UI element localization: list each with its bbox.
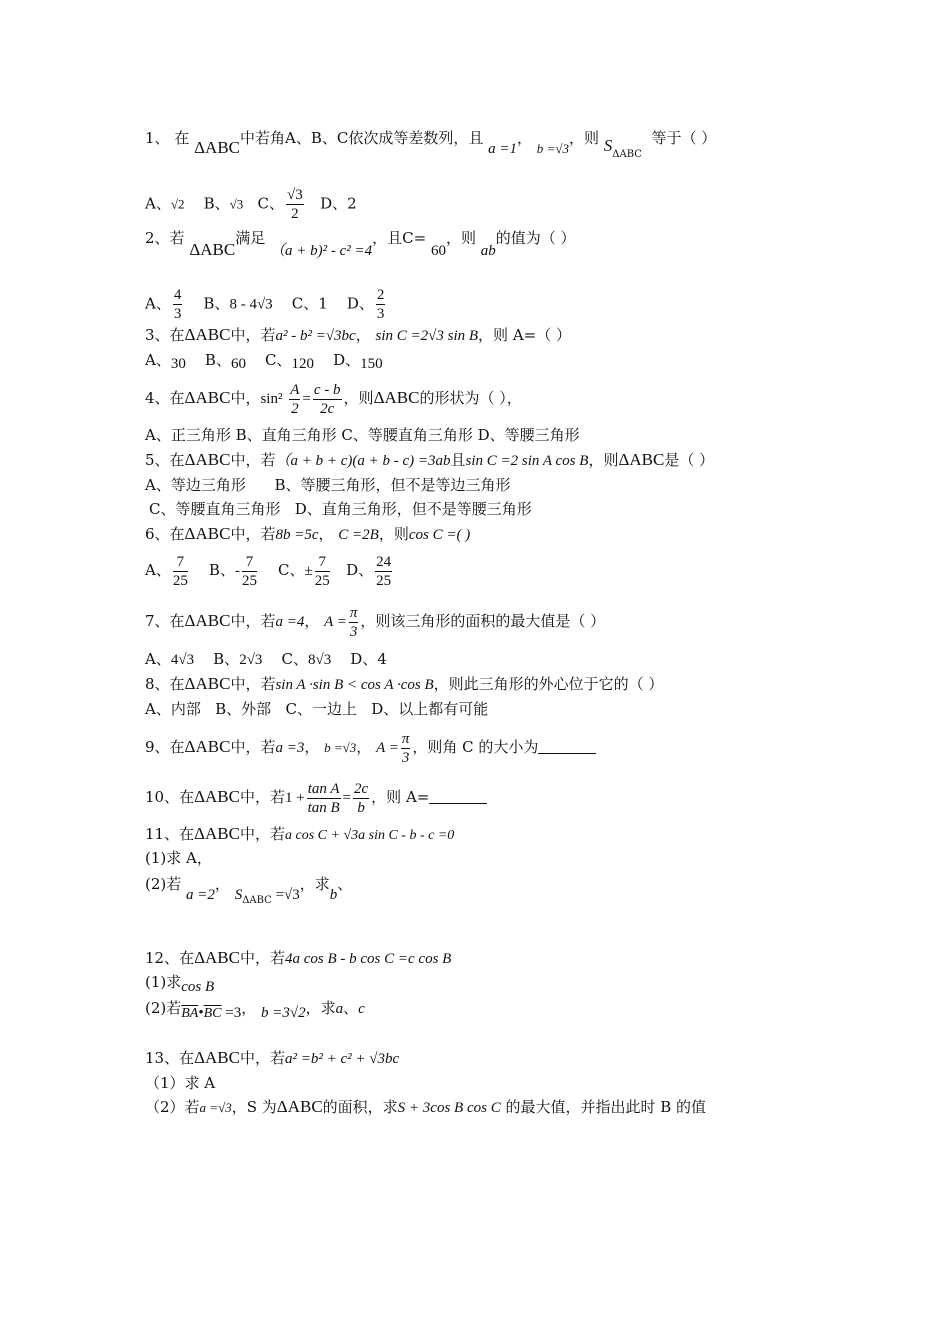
q6-val-a-num: 7 (173, 553, 188, 572)
q1-opt-d: D、2 (320, 194, 357, 213)
q1-val-c-num: √3 (287, 187, 303, 203)
q9-frac-num: π (401, 730, 410, 747)
q7-opt-a: A、 (145, 650, 171, 668)
q2-text2: ，且C= (372, 229, 427, 247)
q7-expr1: a =4 (275, 614, 305, 630)
q3-expr2: sin C =2√3 sin B (375, 328, 479, 344)
q11-b: b (329, 887, 338, 903)
q11-end: 、 (337, 875, 353, 893)
q11-text2: ，求 (299, 875, 330, 893)
q9-frac-den: 3 (401, 749, 410, 766)
q6-val-c-sign: ± (304, 563, 313, 579)
q6-line: 6、在ΔABC中，若8b =5c， C =2B，则cos C =( ) (145, 524, 471, 543)
q7-opt-d: D、4 (350, 650, 387, 668)
q7-val-a: 4√3 (170, 652, 195, 668)
q13-part1: （1）求 A (145, 1074, 216, 1092)
q10-frac2-num: 2c (354, 780, 369, 797)
q6-text2: ，则 (378, 525, 409, 543)
q13-part2 (145, 1097, 706, 1118)
q7-opt-b: B、 (213, 650, 240, 668)
q5-line (145, 450, 714, 471)
q9-text1: 中，若 (230, 738, 276, 756)
q4-frac1-den: 2 (291, 400, 299, 417)
q3-options (145, 350, 383, 371)
q1-at: 在 (174, 129, 190, 147)
q1-options (145, 186, 357, 223)
q3-expr1: a² - b² =√3bc (275, 328, 356, 344)
q10-frac1-den: tan B (307, 799, 340, 816)
q7-frac (349, 604, 359, 641)
q3-val-a: 30 (170, 356, 186, 372)
q11-expr: a cos C + √3a sin C - b - c =0 (285, 828, 455, 843)
q3-opt-b: B、 (204, 351, 231, 369)
q8-triangle: ΔABC (184, 674, 231, 693)
q11-part1: (1)求 A， (145, 849, 212, 867)
q4-options: A、正三角形 B、直角三角形 C、等腰直角三角形 D、等腰三角形 (145, 426, 580, 444)
q2-text1: 满足 (235, 229, 266, 247)
q1-area-sub: ΔABC (612, 149, 642, 160)
q9-number: 9、在 (145, 738, 185, 756)
q6-opt-b: B、 (208, 561, 235, 579)
q9-expr2: b =√3 (324, 740, 357, 755)
q5-expr2: sin C =2 sin A cos B (465, 453, 589, 469)
q5-number: 5、在 (145, 451, 185, 469)
q8-options: A、内部 B、外部 C、一边上 D、以上都有可能 (145, 700, 489, 718)
q4-eq: = (302, 391, 311, 407)
q4-frac1 (289, 381, 300, 418)
q12-line (145, 948, 451, 969)
q13-cond: a =√3 (199, 1100, 232, 1115)
q2-val-b: 8 - 4√3 (229, 296, 273, 313)
q9-triangle: ΔABC (184, 737, 231, 756)
q10-frac2 (353, 780, 369, 817)
q6-val-c (315, 553, 330, 590)
q1-val-b: √3 (229, 196, 244, 212)
q10-line (145, 778, 487, 817)
q11-line (145, 824, 454, 846)
q5-expr1: （a + b + c)(a + b - c) =3ab (275, 453, 451, 469)
q4-frac2 (313, 381, 342, 418)
q10-frac1 (307, 780, 341, 817)
q12-text1: 中，若 (239, 949, 285, 967)
q5-text4: 是（ ） (664, 451, 715, 469)
q2-opt-d: D、 (346, 294, 374, 313)
q7-val-b: 2√3 (239, 652, 263, 668)
q4-triangle2: ΔABC (373, 388, 420, 407)
q3-val-c: 120 (291, 356, 315, 372)
q5-text3: ，则 (588, 451, 619, 469)
q1-text3: 等于（ ） (651, 129, 717, 147)
q13-part2-label: （2）若 (145, 1098, 200, 1116)
q11-cond1: a =2 (186, 887, 215, 903)
q2-val-a-den: 3 (173, 306, 182, 322)
q10-answer-blank[interactable] (429, 789, 487, 804)
q10-number: 10、在 (145, 788, 195, 806)
q6-val-c-num: 7 (315, 553, 330, 572)
q10-triangle: ΔABC (194, 787, 240, 806)
q13-text4: 的最大值，并指出此时 B 的值 (505, 1098, 707, 1116)
q11-cond2-s: S (234, 887, 243, 903)
q4-text2: ，则 (343, 389, 374, 407)
q7-text1: 中，若 (230, 612, 276, 630)
q13-line (145, 1048, 399, 1069)
q12-part2: (2)若$\overline{BA}•\overline{BC} =3$， b =3√2，求a、c (145, 999, 365, 1021)
q6-number: 6、在 (145, 525, 185, 543)
q4-text3: 的形状为（ ）， (419, 389, 522, 407)
q1-opt-c: C、 (257, 194, 285, 213)
q6-opt-a: A、 (145, 561, 171, 579)
q6-options (145, 550, 394, 591)
q3-opt-a: A、 (145, 351, 171, 369)
q6-val-a (173, 553, 188, 590)
q6-val-b-sign: - (234, 563, 240, 579)
q12-vec-ba: $\overline{BA}$ (181, 1006, 199, 1021)
q4-text1: 中， (230, 389, 261, 407)
q5-triangle: ΔABC (184, 450, 231, 469)
q10-text2: ，则 A= (371, 788, 430, 806)
q4-frac2-den: 2c (320, 400, 335, 417)
q2-val-a (173, 286, 183, 323)
q6-text1: 中，若 (230, 525, 276, 543)
q1-cond-a: a =1 (488, 141, 518, 157)
q2-opt-c: C、1 (291, 294, 328, 313)
q11-text1: 中，若 (239, 825, 285, 843)
q2-triangle: ΔABC (189, 240, 236, 259)
q2-number: 2、若 (145, 229, 185, 247)
q3-line: 3、在ΔABC中，若a² - b² =√3bc， sin C =2√3 sin B，则 A=（ ） (145, 325, 571, 344)
q10-eq: = (342, 790, 351, 806)
q10-frac2-den: b (357, 799, 365, 816)
q9-expr1: a =3 (275, 740, 305, 756)
q12-vec-bc: $\overline{BC}$ (203, 1006, 222, 1021)
q2-expr: （a + b)² - c² =4 (270, 243, 373, 259)
q13-text2: ，S 为 (231, 1098, 277, 1116)
q11-cond2-rest: =√3 (271, 887, 300, 903)
q1-text1: 中若角A、B、C依次成等差数列，且 (240, 129, 484, 147)
q9-text2: ，则角 C 的大小为 (412, 738, 539, 756)
q3-text2: ，则 A=（ ） (478, 326, 571, 344)
q12-sep: 、 (343, 999, 359, 1017)
q12-number: 12、在 (145, 949, 195, 967)
q2-options (145, 286, 387, 323)
q7-options (145, 649, 387, 670)
q6-val-d-num: 24 (376, 553, 392, 570)
q7-opt-c: C、 (281, 650, 308, 668)
q3-opt-d: D、 (333, 351, 361, 369)
q3-val-b: 60 (230, 356, 246, 372)
q2-line (145, 228, 576, 259)
q7-text2: ，则该三角形的面积的最大值是（ ） (360, 612, 606, 630)
q1-number: 1、 (145, 129, 170, 147)
q8-line (145, 674, 663, 695)
q10-one: 1 + (285, 790, 305, 806)
q4-number: 4、在 (145, 389, 185, 407)
q3-triangle: ΔABC (184, 325, 231, 344)
q1-val-c-den: 2 (291, 206, 299, 222)
q7-triangle: ΔABC (184, 611, 231, 630)
q12-cond: b =3√2 (261, 1005, 306, 1021)
q4-frac1-num: A (290, 381, 300, 398)
q12-c: c (358, 1001, 365, 1017)
q9-frac (401, 730, 411, 767)
q12-text2: ，求 (305, 999, 336, 1017)
q1-area: S (603, 136, 613, 155)
q12-expr: 4a cos B - b cos C =c cos B (285, 951, 452, 967)
q1-val-c (286, 186, 304, 223)
q8-expr: sin A ·sin B < cos A ·cos B (275, 677, 434, 693)
q7-frac-num: π (349, 604, 358, 621)
q12-a: a (335, 1001, 344, 1017)
q1-val-a: √2 (170, 196, 185, 212)
q5-options-ab: A、等边三角形 B、等腰三角形，但不是等边三角形 (145, 476, 511, 494)
q12-triangle: ΔABC (194, 948, 240, 967)
q11-cond2-sub: ΔABC (242, 895, 272, 906)
q2-opt-b: B、 (203, 294, 230, 313)
q1-text2: ，则 (568, 129, 599, 147)
q4-frac2-num: c - b (313, 381, 341, 398)
q8-text2: ，则此三角形的外心位于它的（ ） (433, 675, 664, 693)
q7-frac-den: 3 (349, 623, 358, 640)
q9-line: 9、在ΔABC中，若a =3， b =√3， A = $\frac{\pi}{3}$ ，则角 C 的大小为 (145, 728, 596, 767)
q3-opt-c: C、 (265, 351, 292, 369)
q6-val-b-den: 25 (241, 572, 257, 589)
q2-text3: ，则 (445, 229, 476, 247)
q6-val-c-den: 25 (314, 572, 330, 589)
q6-expr2: C =2B (338, 527, 379, 543)
q2-val-a-num: 4 (173, 287, 182, 303)
q1-opt-a: A、 (145, 194, 171, 213)
q6-opt-d: D、 (346, 561, 374, 579)
q12-part1 (145, 972, 214, 993)
q7-expr2: A = (324, 614, 347, 630)
q12-eq: =3 (221, 1005, 242, 1021)
q2-opt-a: A、 (145, 294, 171, 313)
q9-answer-blank[interactable] (538, 739, 596, 754)
q9-expr3: A = (376, 740, 399, 756)
q6-val-a-den: 25 (172, 572, 188, 589)
q6-val-d-den: 25 (376, 572, 392, 589)
q1-opt-b: B、 (203, 194, 230, 213)
q1-cond-b: b =√3 (536, 141, 569, 156)
q5-text2: 且 (450, 451, 466, 469)
q6-val-d (375, 553, 392, 590)
q4-sin: sin² (260, 391, 283, 407)
q2-text4: 的值为（ ） (495, 229, 576, 247)
q2-val-d (376, 286, 386, 323)
q8-number: 8、在 (145, 675, 185, 693)
q7-val-c: 8√3 (307, 652, 332, 668)
q13-number: 13、在 (145, 1049, 195, 1067)
q11-part2: (2)若 a =2， $S_{\Delta ABC} =√3$，求b、 (145, 875, 353, 906)
q4-line (145, 380, 522, 418)
q3-number: 3、在 (145, 326, 185, 344)
q5-options-cd: C、等腰直角三角形 D、直角三角形，但不是等腰三角形 (149, 500, 532, 518)
q8-text1: 中，若 (230, 675, 276, 693)
q13-expr: a² =b² + c² + √3bc (285, 1051, 400, 1067)
q13-triangle: ΔABC (194, 1048, 240, 1067)
q13-text1: 中，若 (239, 1049, 285, 1067)
q2-angle: 60 (430, 243, 446, 259)
q5-triangle2: ΔABC (618, 450, 665, 469)
q1-line: 1、 在 ΔABC中若角A、B、C依次成等差数列，且 a =1， b =√3，则 $S_{\Delta ABC}$ 等于（ ） (145, 129, 717, 160)
q12-part2-label: (2)若 (145, 999, 182, 1017)
q6-triangle: ΔABC (184, 524, 231, 543)
q4-triangle: ΔABC (184, 388, 231, 407)
q3-text1: 中，若 (230, 326, 276, 344)
q6-expr3: cos C =( ) (408, 527, 471, 543)
q7-line: 7、在ΔABC中，若a =4， A = $\frac{\pi}{3}$ ，则该三角形的面积的最大值是（ ） (145, 604, 606, 640)
q5-text1: 中，若 (230, 451, 276, 469)
q2-ab: ab (480, 243, 496, 259)
q7-number: 7、在 (145, 612, 185, 630)
q11-triangle: ΔABC (194, 824, 240, 843)
q10-frac1-num: tan A (307, 780, 340, 797)
q12-part1-label: (1)求 (145, 973, 182, 991)
q1-triangle: ΔABC (194, 138, 241, 157)
q11-number: 11、在 (145, 825, 195, 843)
q13-expr2: S + 3cos B cos C (397, 1100, 501, 1116)
q10-text1: 中，若 (239, 788, 285, 806)
q13-triangle2: ΔABC (276, 1097, 323, 1116)
q12-cosb: cos B (181, 979, 215, 995)
q6-val-b (242, 553, 257, 590)
q11-part2-label: (2)若 (145, 875, 182, 893)
q6-val-b-num: 7 (242, 553, 257, 572)
q2-val-d-num: 2 (376, 287, 385, 303)
q3-val-d: 150 (360, 356, 383, 372)
q13-text3: 的面积，求 (322, 1098, 398, 1116)
q2-val-d-den: 3 (376, 306, 385, 322)
q12-dot: • (198, 1005, 204, 1021)
q6-opt-c: C、 (278, 561, 305, 579)
q6-expr1: 8b =5c (275, 527, 319, 543)
